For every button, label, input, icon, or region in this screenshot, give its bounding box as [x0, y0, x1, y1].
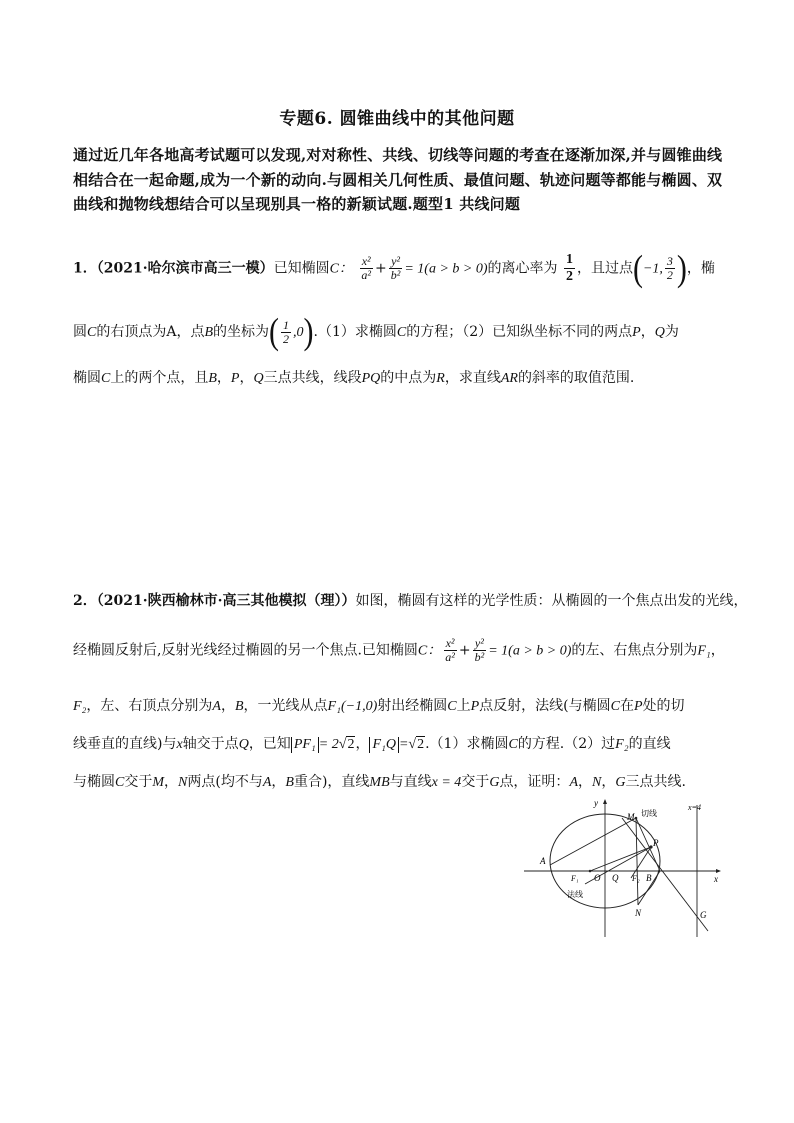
problem1-eq-rest: = 1(a > b > 0): [404, 261, 488, 277]
problem1-point-frac: [665, 255, 675, 282]
problem1-text: 上的两个点，且: [110, 370, 209, 386]
problem2-math: = 2: [318, 737, 339, 752]
problem2-math: N: [592, 775, 602, 790]
frac-num: 1: [565, 252, 573, 267]
problem2-text: 与直线: [389, 774, 432, 790]
label-m: M: [627, 812, 635, 822]
frac-den: b²: [474, 650, 485, 664]
problem1-number: 1．: [73, 260, 97, 277]
problem1-text: ，椭: [686, 260, 715, 277]
problem2-text: 两点(均不与: [187, 774, 263, 790]
problem1-text: 椭圆: [73, 370, 101, 386]
problem1-math: C：: [329, 261, 353, 277]
problem2-text: ，已知: [248, 736, 291, 752]
label-x-axis: x: [714, 874, 718, 884]
problem2-abs: F₁Q: [369, 737, 399, 753]
problem2-text: ，: [601, 774, 616, 790]
problem1-text: ，: [216, 370, 231, 386]
frac-den: a²: [361, 268, 371, 282]
problem2-math: A: [262, 775, 272, 790]
problem2-text: 的左、右焦点分别为: [571, 642, 698, 659]
label-g: G: [700, 910, 707, 920]
frac-num: 1: [283, 317, 290, 332]
problem1-math: PQ: [361, 371, 381, 386]
problem2-text: 重合)，直线: [293, 774, 370, 790]
problem2-text: 点反射，法线(与椭圆: [479, 698, 611, 714]
problem1-line3: [73, 367, 634, 387]
paren-right: ): [303, 310, 314, 352]
problem2-math: P: [633, 699, 643, 714]
problem2-text: ，: [271, 774, 286, 790]
problem2-text: 在: [619, 698, 634, 714]
problem2-math: C: [447, 699, 457, 714]
problem2-math: C: [610, 699, 620, 714]
paren-right: ): [676, 247, 687, 289]
x-axis-arrow: [716, 869, 721, 873]
problem1-text: 的右顶点为A，点: [96, 324, 205, 340]
label-p: P: [653, 838, 659, 848]
frac-den: 2: [565, 269, 573, 284]
problem2-text: 经椭圆反射后,反射光线经过椭圆的另一个焦点.已知椭圆: [73, 642, 418, 659]
problem2-math: F₁: [697, 643, 711, 659]
problem2-text: 线垂直的直线)与: [73, 736, 177, 752]
paren-left: (: [269, 310, 280, 352]
problem2-math: F₂: [73, 699, 87, 714]
point-f1: [589, 870, 592, 873]
problem2-math: =: [398, 737, 409, 752]
problem2-abs: PF₁: [291, 737, 319, 753]
problem2-source: （2021·陕西榆林市·高三其他模拟（理））: [96, 593, 356, 609]
problem1-text: 为: [664, 324, 679, 340]
sqrt-radicand: 2: [347, 737, 355, 752]
problem2-line3: [73, 695, 685, 715]
problem2-text: ，: [164, 774, 179, 790]
paren-left: (: [632, 247, 643, 289]
problem2-math: G: [489, 775, 500, 790]
problem1-math: P: [632, 325, 641, 340]
label-y-axis: y: [594, 798, 598, 808]
problem2-text: ，: [355, 736, 370, 752]
problem1-math: ,0: [293, 325, 304, 340]
problem1-text: 的坐标为: [213, 324, 270, 340]
label-b: B: [646, 873, 652, 883]
problem1-text: 的离心率为: [487, 260, 558, 277]
problem2-math: x = 4: [431, 775, 462, 790]
problem2-text: 的直线: [628, 736, 671, 752]
problem2-math: B: [285, 775, 294, 790]
chord-m-n: [636, 818, 638, 905]
frac-den: a²: [445, 650, 455, 664]
problem2-text: ，一光线从点: [243, 698, 328, 714]
problem2-line2: 经椭圆反射后,反射光线经过椭圆的另一个焦点.已知椭圆C： $\frac{\text{x²}}{\text{a²}}$ + $\frac{\text{y²}}{\text{b²}}$ = 1(a > b > 0)的左、右焦点分别为F₁，: [73, 636, 725, 664]
problem2-math: A: [212, 699, 221, 714]
point-m: [635, 817, 638, 820]
problem1-text: 的斜率的取值范围.: [517, 370, 635, 386]
label-q: Q: [612, 873, 619, 883]
problem2-text: .（1）求椭圆: [425, 736, 509, 752]
problem2-text: 交于: [124, 774, 153, 790]
label-n: N: [635, 908, 642, 918]
problem2-text: 交于: [461, 774, 490, 790]
label-tangent: 切线: [641, 809, 657, 818]
problem2-frac-y: [473, 637, 487, 664]
problem2-text: 处的切: [642, 698, 685, 714]
problem2-text: ，左、右顶点分别为: [86, 698, 213, 714]
problem2-text: 轴交于点: [182, 736, 239, 752]
problem1-eccentricity: [564, 252, 575, 285]
problem1-text: .（1）求椭圆: [313, 324, 397, 340]
problem1-math: C: [87, 325, 97, 340]
frac-num: y²: [391, 254, 400, 268]
page-title: 专题6. 圆锥曲线中的其他问题: [279, 109, 515, 129]
problem2-math: C：: [417, 643, 442, 659]
problem2-line5: [73, 771, 686, 791]
problem2-math: C: [115, 775, 125, 790]
frac-num: x²: [361, 254, 371, 268]
frac-num: y²: [474, 636, 484, 650]
problem1-math: B: [208, 371, 217, 386]
frac-num: 3: [666, 254, 673, 268]
problem1-text: 三点共线，线段: [263, 370, 362, 386]
problem2-text: 上: [456, 698, 471, 714]
problem2-text: ，: [220, 698, 235, 714]
problem2-number: 2．: [73, 593, 97, 609]
frac-den: 2: [283, 331, 290, 346]
problem2-eq-rest: = 1(a > b > 0): [488, 643, 572, 659]
problem1-text: 的中点为: [380, 370, 437, 386]
problem1-text: 的方程；（2）已知纵坐标不同的两点: [406, 324, 633, 340]
label-o: O: [594, 873, 601, 883]
problem2-frac-x: [443, 637, 457, 664]
problem2-math: B: [234, 699, 244, 714]
problem2-line1: [73, 590, 747, 610]
problem1-text: ，: [640, 324, 655, 340]
sqrt-radicand: 2: [417, 737, 425, 752]
problem1-math: AR: [500, 371, 518, 386]
problem2-text: ，: [710, 642, 725, 659]
label-f1: F₁: [571, 874, 579, 883]
problem1-text: 已知椭圆: [273, 260, 330, 277]
problem1-b-frac: [281, 319, 291, 346]
intro-paragraph: 通过近几年各地高考试题可以发现,对对称性、共线、切线等问题的考查在逐渐加深,并与圆锥曲线相结合在一起命题,成为一个新的动向.与圆相关几何性质、最值问题、轨迹问题等都能与椭圆、双曲线和抛物线想结合可以呈现别具一格的新颖试题.题型1 共线问题: [73, 146, 723, 213]
problem2-text: ，: [578, 774, 592, 790]
problem2-text: 点，证明：: [499, 774, 570, 790]
problem1-math: R: [436, 371, 445, 386]
frac-num: x²: [445, 636, 455, 650]
sqrt-expr: √2: [338, 737, 355, 752]
sqrt-expr: √2: [408, 737, 425, 752]
problem2-text: 如图，椭圆有这样的光学性质：从椭圆的一个焦点出发的光线，: [355, 593, 748, 609]
label-f2: F₂: [632, 874, 640, 883]
problem2-math: G: [615, 775, 626, 790]
problem2-math: F₁(−1,0): [327, 699, 378, 714]
problem2-math: N: [178, 775, 188, 790]
problem1-text: ，: [239, 370, 254, 386]
problem2-math: P: [470, 699, 480, 714]
problem1-text: ，且过点: [576, 260, 633, 277]
problem2-math: F₂: [615, 737, 629, 752]
problem2-text: 与椭圆: [73, 774, 115, 790]
problem1-frac-x: [359, 255, 373, 282]
problem2-math: M: [152, 775, 165, 790]
problem1-math: P: [230, 371, 240, 386]
ellipse-figure: [520, 796, 730, 941]
y-axis-arrow: [603, 799, 607, 804]
label-line-x4: x=4: [688, 803, 701, 812]
problem1-math: B: [204, 325, 214, 340]
problem2-line4: [73, 733, 671, 753]
problem2-math: C: [508, 737, 518, 752]
problem2-math: MB: [369, 775, 390, 790]
problem1-math: Q: [654, 325, 665, 340]
problem2-text: 三点共线.: [625, 774, 686, 790]
problem1-text: 圆: [73, 324, 87, 340]
problem2-math: A: [569, 775, 578, 790]
label-normal: 法线: [567, 890, 583, 899]
label-a: A: [540, 856, 546, 866]
problem1-line1: 1．（2021·哈尔滨市高三一模）已知椭圆C： $\frac{\text{x²}}{\text{a²}}$ + $\frac{\text{y²}}{\text{b²}}$ = 1(a > b > 0)的离心率为 $\frac{1}{2}$ ，且过点(−1, $\frac{3}{2}$ )，椭: [73, 247, 715, 289]
problem1-math: C: [396, 325, 407, 340]
problem1-line2: [73, 310, 679, 352]
problem2-text: 射出经椭圆: [377, 698, 448, 714]
frac-den: b²: [390, 268, 401, 282]
problem1-math: −1,: [642, 261, 663, 277]
problem1-math: C: [101, 371, 111, 386]
problem1-text: ，求直线: [444, 370, 501, 386]
problem1-math: Q: [253, 371, 264, 386]
problem1-frac-y: [389, 255, 403, 282]
problem2-math: x: [176, 737, 183, 752]
problem2-text: 的方程.（2）过: [517, 736, 616, 752]
problem1-source: （2021·哈尔滨市高三一模）: [96, 260, 274, 277]
ray-f1-p: [590, 847, 651, 871]
frac-den: 2: [666, 268, 673, 282]
problem2-math: Q: [238, 737, 249, 752]
